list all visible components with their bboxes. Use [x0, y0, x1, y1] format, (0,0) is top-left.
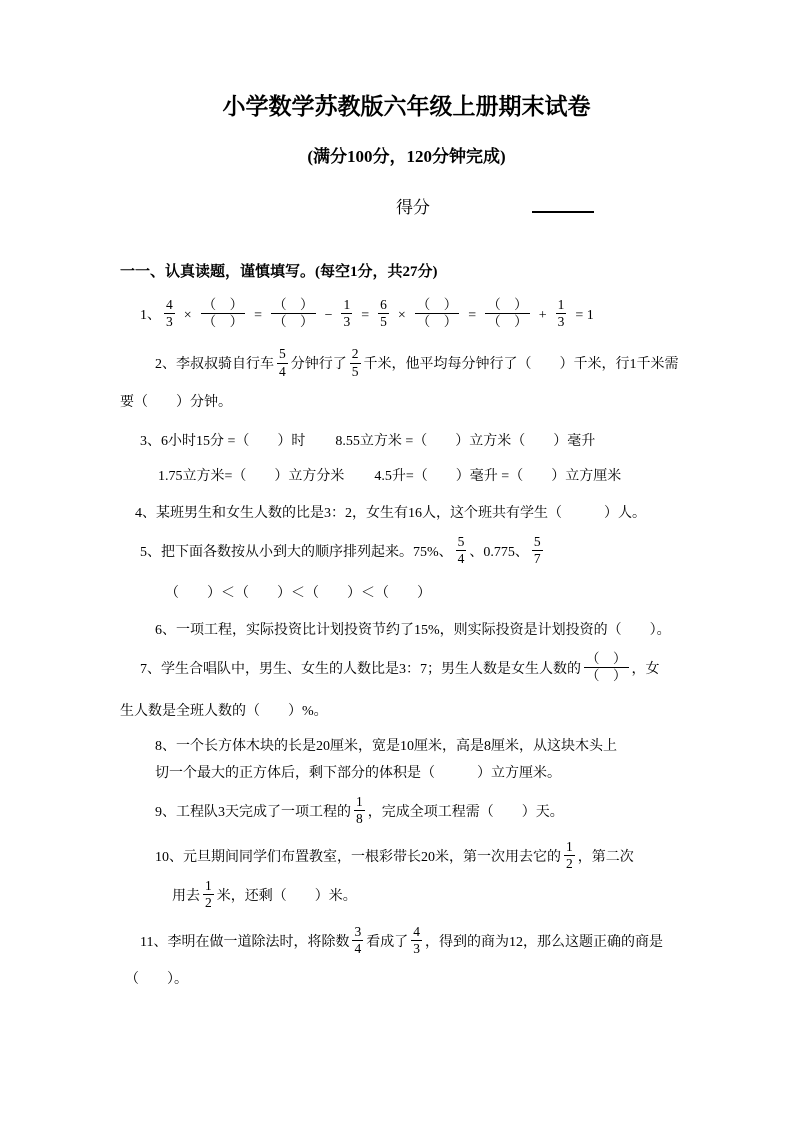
question-3-text: 8.55立方米 =（ ）立方米（ ）毫升 — [335, 433, 596, 449]
fraction-blank — [485, 297, 530, 330]
question-3-text: 1.75立方米=（ ）立方分米 — [158, 468, 345, 484]
fraction-numerator: 4 — [411, 924, 422, 941]
question-2-text: 分钟行了 — [290, 357, 347, 373]
fraction — [564, 839, 575, 872]
question-10-text: 10、元旦期间同学们布置教室，一根彩带长20米，第一次用去它的 — [155, 849, 561, 865]
question-7-line-1 — [120, 653, 693, 686]
fraction-denominator: （ ） — [273, 314, 314, 330]
fraction-numerator: （ ） — [584, 651, 629, 668]
fraction-denominator: （ ） — [586, 668, 627, 684]
fraction-denominator: 3 — [343, 314, 351, 330]
question-5-text: 5、把下面各数按从小到大的顺序排列起来。75%、 — [140, 544, 453, 560]
fraction-blank — [415, 297, 460, 330]
fraction — [378, 297, 389, 330]
question-2-line-1 — [120, 348, 693, 381]
operator: = — [468, 307, 477, 323]
question-1-number: 1、 — [140, 307, 161, 323]
fraction-numerator: （ ） — [415, 297, 460, 314]
question-10-text: ，第二次 — [577, 849, 634, 865]
fraction — [352, 924, 363, 957]
fraction — [164, 297, 175, 330]
fraction — [350, 346, 361, 379]
question-8-line-2 — [120, 763, 693, 784]
fraction-denominator: 5 — [351, 363, 359, 379]
fraction-denominator: 2 — [205, 895, 212, 911]
score-label: 得分 — [396, 198, 430, 217]
page-subtitle: (满分100分，120分钟完成) — [307, 147, 506, 166]
fraction-numerator: 1 — [354, 794, 365, 811]
question-9-text: ，完成全项工程需（ ）天。 — [367, 804, 564, 820]
fraction-numerator: 3 — [352, 924, 363, 941]
fraction-blank — [584, 651, 629, 684]
fraction-denominator: （ ） — [487, 314, 528, 330]
fraction-numerator: （ ） — [201, 297, 246, 314]
question-11-text: 11、李明在做一道除法时，将除数 — [140, 934, 350, 950]
operator: + — [538, 307, 547, 323]
question-11-text: 看成了 — [366, 934, 409, 950]
fraction — [532, 534, 543, 567]
question-5-line-1 — [120, 533, 693, 569]
page-title: 小学数学苏教版六年级上册期末试卷 — [222, 94, 591, 119]
question-3-line-1 — [120, 431, 693, 452]
fraction-numerator: （ ） — [271, 297, 316, 314]
fraction-denominator: 4 — [279, 363, 286, 379]
fraction-numerator: 2 — [350, 346, 361, 363]
operator: × — [397, 307, 406, 323]
question-9 — [120, 793, 693, 829]
fraction-denominator: 5 — [380, 314, 387, 330]
fraction-denominator: 2 — [566, 856, 573, 872]
question-10-text: 米，还剩（ ）米。 — [216, 889, 357, 905]
question-5-line-2 — [120, 583, 693, 604]
fraction-denominator: 3 — [557, 314, 565, 330]
fraction — [203, 878, 214, 911]
fraction — [277, 346, 288, 379]
fraction-numerator: 6 — [378, 297, 389, 314]
fraction-numerator: 4 — [164, 297, 175, 314]
fraction — [411, 924, 422, 957]
operator: = — [361, 307, 370, 323]
question-7-text: ，女 — [631, 662, 660, 678]
question-10-line-2 — [120, 880, 693, 913]
question-6-text: 6、一项工程，实际投资比计划投资节约了15%，则实际投资是计划投资的（ ）。 — [155, 623, 671, 639]
fraction — [341, 297, 352, 330]
operator: = 1 — [575, 307, 594, 323]
fraction-denominator: （ ） — [416, 314, 458, 330]
fraction — [456, 534, 467, 567]
question-5-text: （ ）＜（ ）＜（ ）＜（ ） — [165, 586, 431, 602]
fraction-numerator: 1 — [564, 839, 575, 856]
fraction-blank — [271, 297, 316, 330]
question-8-line-1 — [120, 736, 693, 757]
question-2-text: 千米，他平均每分钟行了（ ）千米，行1千米需 — [363, 357, 679, 373]
question-10-text: 用去 — [172, 889, 200, 905]
section-heading: 一一、认真读题，谨慎填写。(每空1分，共27分) — [120, 264, 438, 280]
operator: − — [324, 307, 333, 323]
fraction-denominator: 8 — [356, 810, 363, 826]
score-blank-line — [532, 195, 594, 213]
fraction — [354, 794, 365, 827]
fraction — [556, 297, 567, 330]
fraction-numerator: 5 — [277, 346, 288, 363]
question-2-line-2 — [120, 392, 693, 413]
question-11-line-1 — [120, 923, 693, 959]
fraction-denominator: 4 — [457, 550, 465, 566]
question-4-text: 4、某班男生和女生人数的比是3：2，女生有16人，这个班共有学生（ ）人。 — [135, 505, 646, 521]
question-3-text: 3、6小时15分 =（ ）时 — [140, 433, 306, 449]
question-2-text: 要（ ）分钟。 — [120, 394, 232, 410]
question-9-text: 9、工程队3天完成了一项工程的 — [155, 804, 351, 820]
question-11-line-2 — [120, 969, 693, 990]
question-7-text: 生人数是全班人数的（ ）%。 — [120, 703, 328, 719]
fraction-numerator: 5 — [456, 534, 467, 551]
operator: = — [254, 307, 263, 323]
fraction-numerator: （ ） — [485, 297, 530, 314]
question-6 — [120, 620, 693, 641]
operator: × — [183, 307, 192, 323]
fraction-numerator: 1 — [341, 297, 352, 314]
fraction-denominator: 3 — [166, 314, 173, 330]
question-7-text: 7、学生合唱队中，男生、女生的人数比是3：7；男生人数是女生人数的 — [140, 662, 581, 678]
fraction-denominator: （ ） — [202, 314, 244, 330]
fraction-denominator: 4 — [354, 940, 362, 956]
fraction-denominator: 3 — [413, 940, 420, 956]
question-1 — [120, 299, 693, 332]
question-10-line-1 — [120, 838, 693, 874]
fraction-numerator: 1 — [203, 878, 214, 895]
question-4 — [120, 503, 693, 524]
score-row — [120, 193, 693, 218]
question-5-text: 、0.775、 — [469, 544, 529, 560]
question-3-text: 4.5升=（ ）毫升 =（ ）立方厘米 — [374, 468, 622, 484]
fraction-numerator: 1 — [556, 297, 567, 314]
fraction-numerator: 5 — [532, 534, 543, 551]
question-7-line-2 — [120, 701, 693, 722]
fraction-denominator: 7 — [533, 550, 541, 566]
question-8-text: 8、一个长方体木块的长是20厘米，宽是10厘米，高是8厘米，从这块木头上 — [155, 738, 617, 754]
fraction-blank — [201, 297, 246, 330]
question-11-text: （ ）。 — [125, 972, 188, 987]
question-8-text: 切一个最大的正方体后，剩下部分的体积是（ ）立方厘米。 — [155, 765, 561, 781]
question-11-text: ，得到的商为12，那么这题正确的商是 — [424, 934, 663, 950]
question-3-line-2 — [120, 466, 693, 487]
question-2-text: 2、李叔叔骑自行车 — [155, 357, 274, 373]
